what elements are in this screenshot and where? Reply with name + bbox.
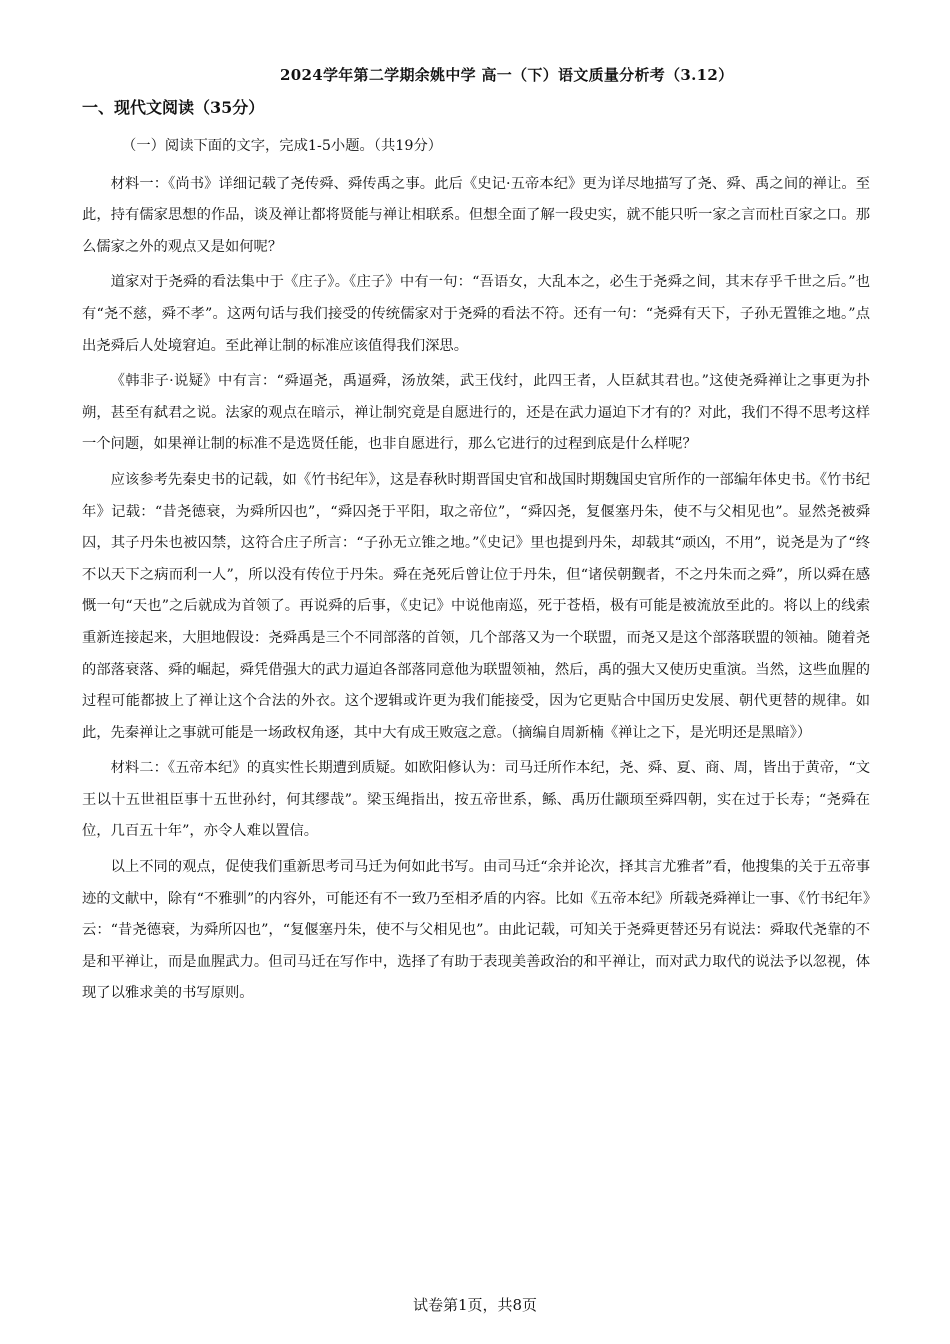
exam-title: 2024学年第二学期余姚中学 高一（下）语文质量分析考（3.12） (280, 66, 734, 84)
paragraph-sima-qian: 以上不同的观点，促使我们重新思考司马迁为何如此书写。由司马迁“余并论次，择其言尤雅者”看，他搜集的关于五帝事迹的文献中，除有“不雅驯”的内容外，可能还有不一致乃至相矛盾的内容。比如《五帝本纪》所载尧舜禅让一事、《竹书纪年》云：“昔尧德衰，为舜所囚也”，“复偃塞丹朱，使不与父相见也”。由此记载，可知关于尧舜更替还另有说法：舜取代尧靠的不是和平禅让，而是血腥武力。但司马迁在写作中，选择了有助于表现美善政治的和平禅让，而对武力取代的说法予以忽视，体现了以雅求美的书写原则。 (82, 859, 870, 1002)
paragraph-material-2: 材料二：《五帝本纪》的真实性长期遭到质疑。如欧阳修认为：司马迁所作本纪，尧、舜、夏、商、周，皆出于黄帝，“文王以十五世祖臣事十五世孙纣，何其缪哉”。梁玉绳指出，按五帝世系，鲧、禹历仕颛顼至舜四朝，实在过于长寿；“尧舜在位，几百五十年”，亦令人难以置信。 (82, 760, 870, 840)
question-instructions: （一）阅读下面的文字，完成1-5小题。（共19分） (122, 138, 443, 154)
page-footer: 试卷第1页，共8页 (412, 1296, 538, 1314)
reading-passage (82, 131, 870, 1014)
paragraph-legalist-view: 《韩非子·说疑》中有言：“舜逼尧，禹逼舜，汤放桀，武王伐纣，此四王者，人臣弑其君也。”这使尧舜禅让之事更为扑朔，甚至有弑君之说。法家的观点在暗示，禅让制究竟是自愿进行的，还是在武力逼迫下才有的？对此，我们不得不思考这样一个问题，如果禅让制的标准不是选贤任能，也非自愿进行，那么它进行的过程到底是什么样呢？ (82, 373, 870, 453)
paragraph-daoist-view: 道家对于尧舜的看法集中于《庄子》。《庄子》中有一句：“吾语女，大乱本之，必生于尧舜之间，其末存乎千世之后。”也有“尧不慈，舜不孝”。这两句话与我们接受的传统儒家对于尧舜的看法不符。还有一句：“尧舜有天下，子孙无置锥之地。”点出尧舜后人处境窘迫。至此禅让制的标准应该值得我们深思。 (82, 274, 870, 354)
paragraph-material-1: 材料一：《尚书》详细记载了尧传舜、舜传禹之事。此后《史记·五帝本纪》更为详尽地描写了尧、舜、禹之间的禅让。至此，持有儒家思想的作品，谈及禅让都将贤能与禅让相联系。但想全面了解一段史实，就不能只听一家之言而杜百家之口。那么儒家之外的观点又是如何呢？ (82, 175, 870, 255)
section-heading: 一、现代文阅读（35分） (82, 98, 265, 117)
paragraph-bamboo-annals: 应该参考先秦史书的记载，如《竹书纪年》，这是春秋时期晋国史官和战国时期魏国史官所作的一部编年体史书。《竹书纪年》记载：“昔尧德衰，为舜所囚也”，“舜囚尧于平阳，取之帝位”，“舜囚尧，复偃塞丹朱，使不与父相见也”。显然尧被舜囚，其子丹朱也被囚禁，这符合庄子所言：“子孙无立锥之地。”《史记》里也提到丹朱，却载其“顽凶，不用”，说尧是为了“终不以天下之病而利一人”，所以没有传位于丹朱。舜在尧死后曾让位于丹朱，但“诸侯朝觐者，不之丹朱而之舜”，所以舜在感慨一句“天也”之后就成为首领了。再说舜的后事，《史记》中说他南巡，死于苍梧，极有可能是被流放至此的。将以上的线索重新连接起来，大胆地假设：尧舜禹是三个不同部落的首领，几个部落又为一个联盟，而尧又是这个部落联盟的领袖。随着尧的部落衰落、舜的崛起，舜凭借强大的武力逼迫各部落同意他为联盟领袖，然后，禹的强大又使历史重演。当然，这些血腥的过程可能都披上了禅让这个合法的外衣。这个逻辑或许更为我们能接受，因为它更贴合中国历史发展、朝代更替的规律。如此，先秦禅让之事就可能是一场政权角逐，其中大有成王败寇之意。（摘编自周新楠《禅让之下，是光明还是黑暗》） (82, 471, 870, 741)
